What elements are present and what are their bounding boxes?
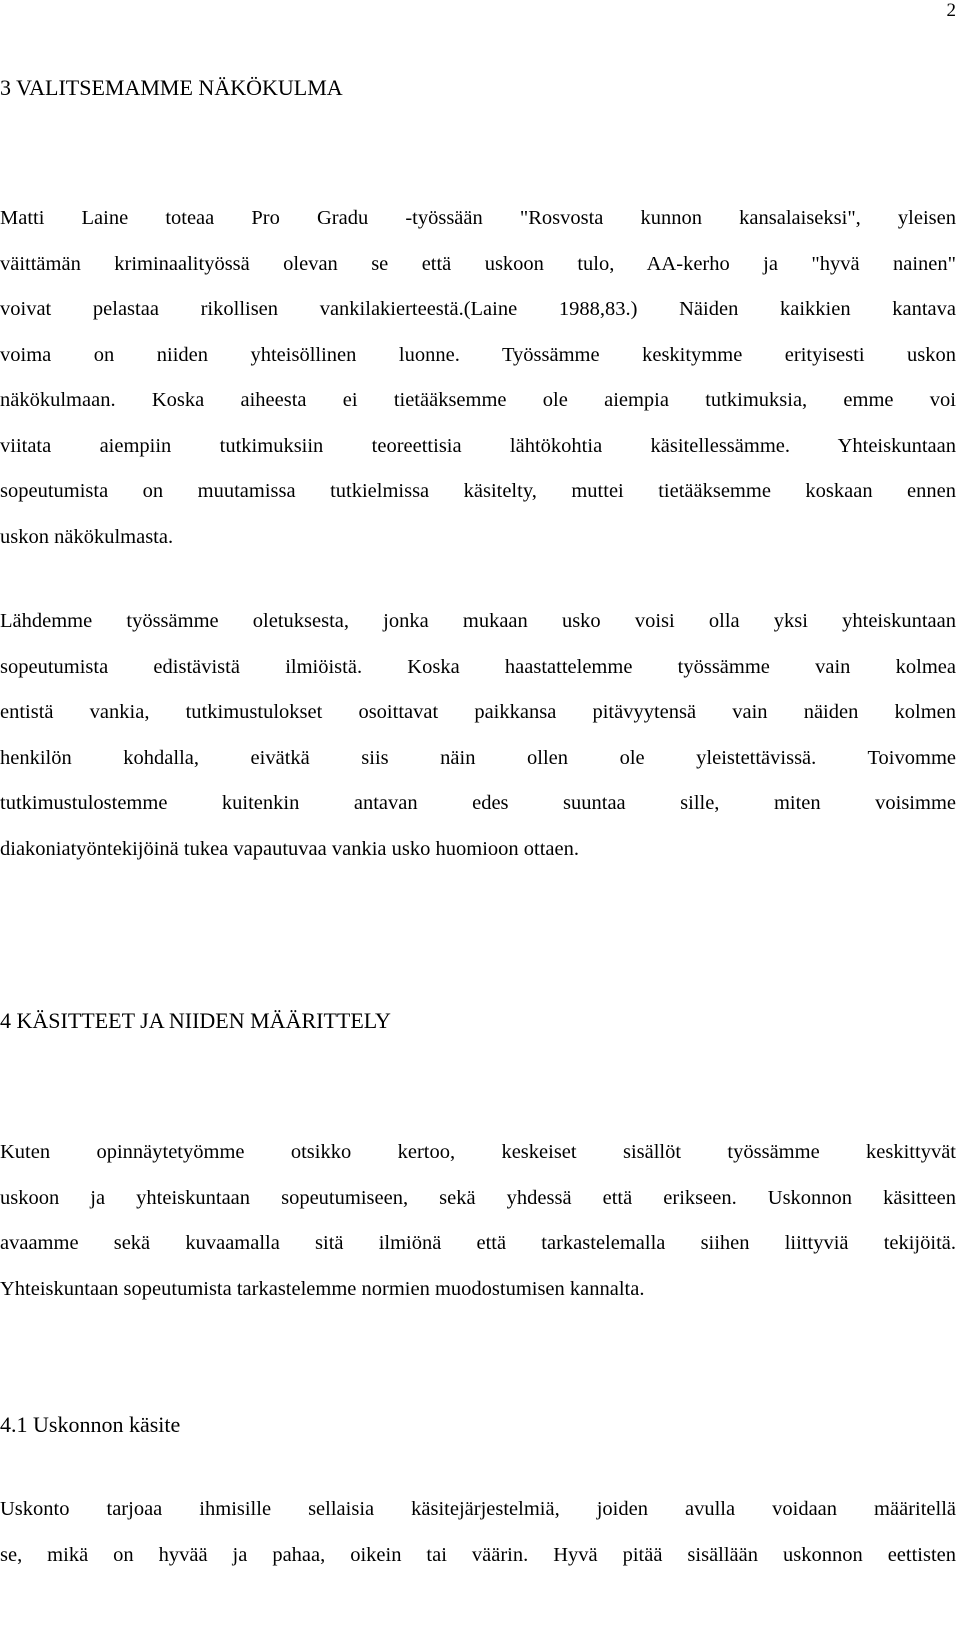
text-line: voivat pelastaa rikollisen vankilakierteestä.(Laine 1988,83.) Näiden kaikkien kantava bbox=[0, 298, 956, 320]
page-number: 2 bbox=[946, 0, 956, 21]
text-line: avaamme sekä kuvaamalla sitä ilmiönä että tarkastelemalla siihen liittyviä tekijöitä. bbox=[0, 1232, 956, 1254]
text-line: entistä vankia, tutkimustulokset osoittavat paikkansa pitävyytensä vain näiden kolmen bbox=[0, 701, 956, 723]
text-line: henkilön kohdalla, eivätkä siis näin ollen ole yleistettävissä. Toivomme bbox=[0, 746, 956, 769]
text-line: sopeutumista on muutamissa tutkielmissa käsitelty, muttei tietääksemme koskaan ennen bbox=[0, 480, 956, 502]
text-line: Yhteiskuntaan sopeutumista tarkastelemme normien muodostumisen kannalta. bbox=[0, 1277, 645, 1300]
text-line: väittämän kriminaalityössä olevan se että uskoon tulo, AA-kerho ja "hyvä nainen" bbox=[0, 252, 956, 275]
text-line: uskoon ja yhteiskuntaan sopeutumiseen, sekä yhdessä että erikseen. Uskonnon käsitteen bbox=[0, 1186, 956, 1209]
section-3-paragraph-1 bbox=[0, 196, 956, 560]
text-line: uskon näkökulmasta. bbox=[0, 525, 174, 548]
section-4-1-heading: 4.1 Uskonnon käsite bbox=[0, 1412, 181, 1437]
text-line: Lähdemme työssämme oletuksesta, jonka mukaan usko voisi olla yksi yhteiskuntaan bbox=[0, 610, 956, 632]
text-line: näkökulmaan. Koska aiheesta ei tietääksemme ole aiempia tutkimuksia, emme voi bbox=[0, 389, 956, 411]
text-line: Kuten opinnäytetyömme otsikko kertoo, keskeiset sisällöt työssämme keskittyvät bbox=[0, 1141, 956, 1163]
section-3-paragraph-2 bbox=[0, 599, 956, 872]
text-line: Uskonto tarjoaa ihmisille sellaisia käsitejärjestelmiä, joiden avulla voidaan määritellä bbox=[0, 1498, 956, 1520]
section-3-heading: 3 VALITSEMAMME NÄKÖKULMA bbox=[0, 75, 343, 100]
section-4-paragraph-1 bbox=[0, 1130, 956, 1312]
section-4-1-paragraph-1 bbox=[0, 1487, 956, 1578]
text-line: Matti Laine toteaa Pro Gradu -työssään "Rosvosta kunnon kansalaiseksi", yleisen bbox=[0, 207, 956, 229]
text-line: voima on niiden yhteisöllinen luonne. Työssämme keskitymme erityisesti uskon bbox=[0, 343, 956, 366]
text-line: se, mikä on hyvää ja pahaa, oikein tai väärin. Hyvä pitää sisällään uskonnon eettisten bbox=[0, 1543, 956, 1566]
section-4-heading: 4 KÄSITTEET JA NIIDEN MÄÄRITTELY bbox=[0, 1008, 391, 1033]
text-line: diakoniatyöntekijöinä tukea vapautuvaa vankia usko huomioon ottaen. bbox=[0, 837, 579, 860]
text-line: sopeutumista edistävistä ilmiöistä. Koska haastattelemme työssämme vain kolmea bbox=[0, 655, 956, 678]
text-line: tutkimustulostemme kuitenkin antavan edes suuntaa sille, miten voisimme bbox=[0, 792, 956, 814]
text-line: viitata aiempiin tutkimuksiin teoreettisia lähtökohtia käsitellessämme. Yhteiskuntaan bbox=[0, 434, 956, 457]
